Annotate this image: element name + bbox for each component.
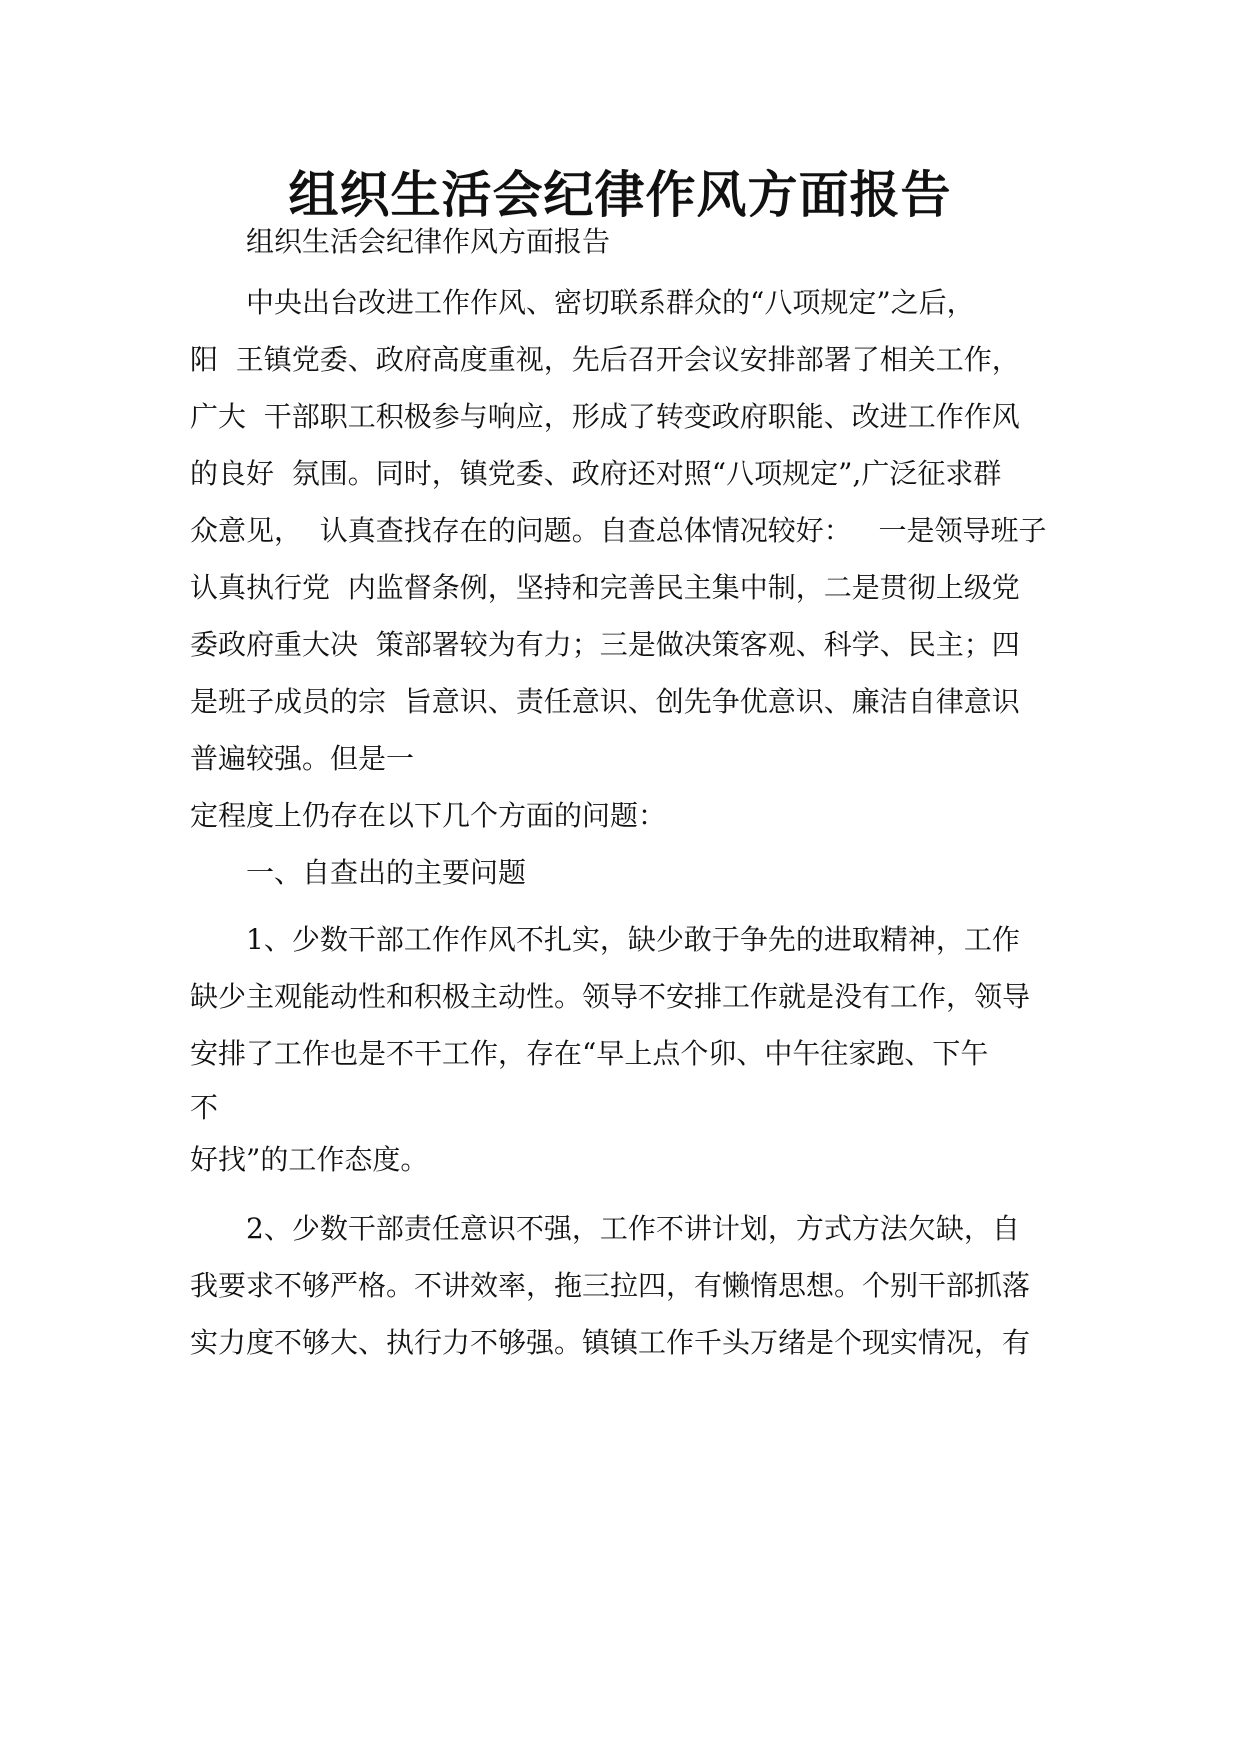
- paragraph-line: 中央出台改进工作作风、密切联系群众的“八项规定”之后，: [246, 286, 975, 319]
- paragraph-line: 定程度上仍存在以下几个方面的问题：: [190, 799, 667, 832]
- paragraph-line: 的良好 氛围。同时，镇党委、政府还对照“八项规定”,广泛征求群: [190, 457, 1002, 490]
- paragraph-line: 2、少数干部责任意识不强，工作不讲计划，方式方法欠缺，自: [246, 1212, 1020, 1245]
- paragraph-line: 普遍较强。但是一: [190, 742, 415, 775]
- paragraph-line: 好找”的工作态度。: [190, 1143, 429, 1176]
- paragraph-line: 众意见， 认真查找存在的问题。自查总体情况较好： 一是领导班子: [190, 514, 1047, 547]
- paragraph-line: 委政府重大决 策部署较为有力；三是做决策客观、科学、民主；四: [190, 628, 1020, 661]
- section-heading: 一、自查出的主要问题: [246, 856, 527, 889]
- paragraph-line: 我要求不够严格。不讲效率，拖三拉四，有懒惰思想。个别干部抓落: [190, 1269, 1031, 1302]
- paragraph-line: 1、少数干部工作作风不扎实，缺少敢于争先的进取精神，工作: [246, 923, 1020, 956]
- paragraph-line: 实力度不够大、执行力不够强。镇镇工作千头万绪是个现实情况，有: [190, 1326, 1031, 1359]
- paragraph-line: 是班子成员的宗 旨意识、责任意识、创先争优意识、廉洁自律意识: [190, 685, 1020, 718]
- paragraph-line: 不: [190, 1091, 219, 1124]
- subtitle-line: 组织生活会纪律作风方面报告: [246, 225, 611, 258]
- paragraph-line: 阳 王镇党委、政府高度重视，先后召开会议安排部署了相关工作，: [190, 343, 1020, 376]
- paragraph-line: 认真执行党 内监督条例，坚持和完善民主集中制，二是贯彻上级党: [190, 571, 1020, 604]
- document-title: 组织生活会纪律作风方面报告: [288, 166, 952, 224]
- paragraph-line: 广大 干部职工积极参与响应，形成了转变政府职能、改进工作作风: [190, 400, 1020, 433]
- paragraph-line: 缺少主观能动性和积极主动性。领导不安排工作就是没有工作，领导: [190, 980, 1031, 1013]
- paragraph-line: 安排了工作也是不干工作，存在“早上点个卯、中午往家跑、下午: [190, 1037, 989, 1070]
